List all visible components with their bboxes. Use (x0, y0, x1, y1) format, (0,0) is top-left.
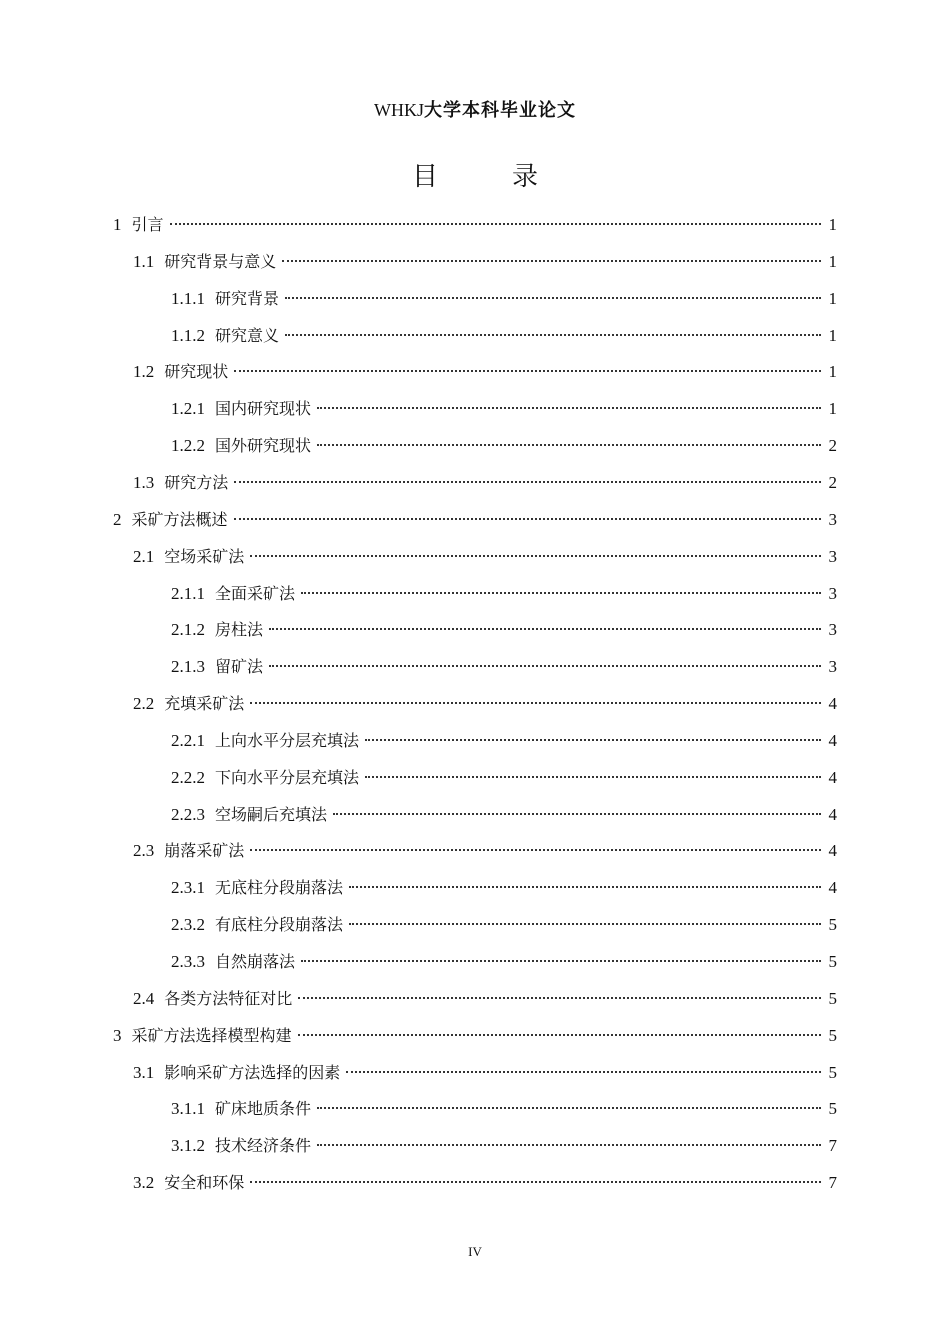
toc-entry-page: 1 (828, 215, 837, 234)
toc-entry-number: 2.2.1 (171, 731, 205, 750)
toc-entry-number: 2.4 (133, 989, 155, 1008)
toc-entry-label: 国外研究现状 (215, 436, 312, 455)
toc-entry-label: 崩落采矿法 (164, 841, 245, 860)
toc-entry[interactable] (133, 249, 837, 275)
toc-entry-page: 3 (828, 510, 837, 529)
toc-entry-number: 2.3.1 (171, 878, 205, 897)
toc-entry-number: 2.1 (133, 547, 155, 566)
toc-entry-number: 1.3 (133, 473, 155, 492)
toc-dot-leader (301, 960, 821, 962)
toc-entry[interactable] (171, 765, 837, 791)
toc-entry[interactable] (113, 212, 837, 238)
toc-dot-leader (234, 370, 821, 372)
toc-entry-page: 4 (828, 841, 837, 860)
toc-entry-label: 安全和环保 (164, 1173, 245, 1192)
header-chinese-text: 大学本科毕业论文 (424, 100, 576, 121)
toc-dot-leader (250, 1181, 821, 1183)
toc-entry-label: 研究意义 (215, 326, 280, 345)
toc-entry-label: 全面采矿法 (215, 584, 296, 603)
toc-entry[interactable] (133, 359, 837, 385)
toc-entry-number: 2.3.3 (171, 952, 205, 971)
toc-entry-number: 2.1.3 (171, 657, 205, 676)
toc-entry-label: 留矿法 (215, 657, 264, 676)
toc-dot-leader (234, 481, 821, 483)
toc-entry-number: 2.2 (133, 694, 155, 713)
toc-entry-number: 2.3.2 (171, 915, 205, 934)
toc-entry[interactable] (171, 728, 837, 754)
toc-entry-page: 7 (828, 1173, 837, 1192)
toc-dot-leader (250, 702, 821, 704)
toc-entry-label: 国内研究现状 (215, 399, 312, 418)
toc-entry[interactable] (133, 544, 837, 570)
toc-entry-label: 研究背景与意义 (164, 252, 277, 271)
toc-entry[interactable] (171, 323, 837, 349)
toc-entry-label: 矿床地质条件 (215, 1099, 312, 1118)
toc-entry-label: 房柱法 (215, 620, 264, 639)
toc-entry-label: 各类方法特征对比 (164, 989, 293, 1008)
toc-entry-page: 3 (828, 547, 837, 566)
toc-entry[interactable] (133, 691, 837, 717)
toc-entry-page: 4 (828, 768, 837, 787)
header-latin-text: WHKJ (374, 100, 424, 120)
toc-dot-leader (317, 444, 821, 446)
toc-entry[interactable] (133, 470, 837, 496)
toc-entry-number: 1.1 (133, 252, 155, 271)
toc-entry-number: 1.2 (133, 362, 155, 381)
toc-entry-number: 1.1.1 (171, 289, 205, 308)
toc-entry-page: 3 (828, 584, 837, 603)
toc-entry-page: 5 (828, 989, 837, 1008)
toc-entry-page: 5 (828, 952, 837, 971)
running-header (0, 96, 950, 122)
toc-entry[interactable] (171, 286, 837, 312)
toc-entry[interactable] (171, 581, 837, 607)
toc-entry-label: 研究背景 (215, 289, 280, 308)
toc-dot-leader (269, 628, 821, 630)
toc-entry-page: 4 (828, 805, 837, 824)
toc-entry-number: 1.2.2 (171, 436, 205, 455)
toc-dot-leader (317, 1144, 821, 1146)
toc-entry-number: 2 (113, 510, 122, 529)
toc-entry[interactable] (113, 1023, 837, 1049)
toc-entry-number: 3.2 (133, 1173, 155, 1192)
toc-entry[interactable] (133, 1170, 837, 1196)
toc-entry-page: 3 (828, 657, 837, 676)
toc-dot-leader (365, 739, 821, 741)
toc-dot-leader (282, 260, 821, 262)
toc-entry[interactable] (113, 507, 837, 533)
toc-entry[interactable] (171, 617, 837, 643)
toc-entry[interactable] (133, 1060, 837, 1086)
toc-dot-leader (298, 997, 821, 999)
toc-entry[interactable] (171, 1133, 837, 1159)
toc-entry-page: 1 (828, 252, 837, 271)
toc-entry-number: 2.2.3 (171, 805, 205, 824)
toc-entry-label: 自然崩落法 (215, 952, 296, 971)
toc-dot-leader (317, 407, 821, 409)
toc-entry-number: 2.1.2 (171, 620, 205, 639)
toc-entry-label: 研究现状 (164, 362, 229, 381)
toc-entry[interactable] (133, 838, 837, 864)
toc-entry-page: 4 (828, 878, 837, 897)
toc-dot-leader (349, 886, 821, 888)
toc-entry[interactable] (171, 1096, 837, 1122)
toc-entry[interactable] (171, 802, 837, 828)
toc-dot-leader (301, 592, 821, 594)
toc-entry-page: 5 (828, 1099, 837, 1118)
toc-entry-page: 1 (828, 399, 837, 418)
toc-dot-leader (346, 1071, 821, 1073)
toc-entry-label: 空场嗣后充填法 (215, 805, 328, 824)
toc-entry-number: 3.1.1 (171, 1099, 205, 1118)
toc-entry[interactable] (171, 949, 837, 975)
toc-dot-leader (365, 776, 821, 778)
toc-entry-page: 1 (828, 362, 837, 381)
toc-entry-number: 3.1 (133, 1063, 155, 1082)
toc-title: 目 录 (411, 162, 562, 192)
toc-entry-page: 5 (828, 1026, 837, 1045)
toc-entry-label: 研究方法 (164, 473, 229, 492)
toc-entry-label: 充填采矿法 (164, 694, 245, 713)
toc-dot-leader (234, 518, 821, 520)
toc-entry-page: 7 (828, 1136, 837, 1155)
toc-entry-label: 空场采矿法 (164, 547, 245, 566)
toc-entry-number: 2.3 (133, 841, 155, 860)
toc-dot-leader (285, 297, 821, 299)
toc-entry[interactable] (171, 396, 837, 422)
toc-entry-label: 采矿方法选择模型构建 (131, 1026, 292, 1045)
toc-entry-number: 2.2.2 (171, 768, 205, 787)
toc-entry-label: 有底柱分段崩落法 (215, 915, 344, 934)
toc-dot-leader (269, 665, 821, 667)
page-number: IV (468, 1244, 482, 1259)
toc-entry-label: 无底柱分段崩落法 (215, 878, 344, 897)
toc-entry-page: 2 (828, 473, 837, 492)
toc-dot-leader (285, 334, 821, 336)
toc-dot-leader (333, 813, 821, 815)
toc-dot-leader (298, 1034, 821, 1036)
toc-dot-leader (250, 555, 821, 557)
toc-entry-number: 2.1.1 (171, 584, 205, 603)
toc-dot-leader (349, 923, 821, 925)
toc-entry-page: 5 (828, 1063, 837, 1082)
toc-entry-page: 3 (828, 620, 837, 639)
toc-entry[interactable] (171, 433, 837, 459)
toc-entry-page: 2 (828, 436, 837, 455)
toc-entry-page: 1 (828, 289, 837, 308)
toc-entry[interactable] (133, 986, 837, 1012)
toc-entry-number: 1 (113, 215, 122, 234)
toc-entry-label: 采矿方法概述 (131, 510, 228, 529)
toc-dot-leader (250, 849, 821, 851)
toc-entry-label: 下向水平分层充填法 (215, 768, 360, 787)
toc-dot-leader (170, 223, 821, 225)
toc-entry-page: 4 (828, 694, 837, 713)
toc-entry-label: 影响采矿方法选择的因素 (164, 1063, 341, 1082)
toc-entry-number: 1.1.2 (171, 326, 205, 345)
toc-entry-number: 1.2.1 (171, 399, 205, 418)
toc-entry-label: 引言 (131, 215, 164, 234)
toc-entry-number: 3.1.2 (171, 1136, 205, 1155)
toc-entry-page: 4 (828, 731, 837, 750)
toc-entry-number: 3 (113, 1026, 122, 1045)
toc-entry[interactable] (171, 875, 837, 901)
toc-entry[interactable] (171, 912, 837, 938)
toc-entry[interactable] (171, 654, 837, 680)
toc-entry-page: 5 (828, 915, 837, 934)
toc-entry-label: 上向水平分层充填法 (215, 731, 360, 750)
toc-dot-leader (317, 1107, 821, 1109)
toc-entry-label: 技术经济条件 (215, 1136, 312, 1155)
toc-entry-page: 1 (828, 326, 837, 345)
